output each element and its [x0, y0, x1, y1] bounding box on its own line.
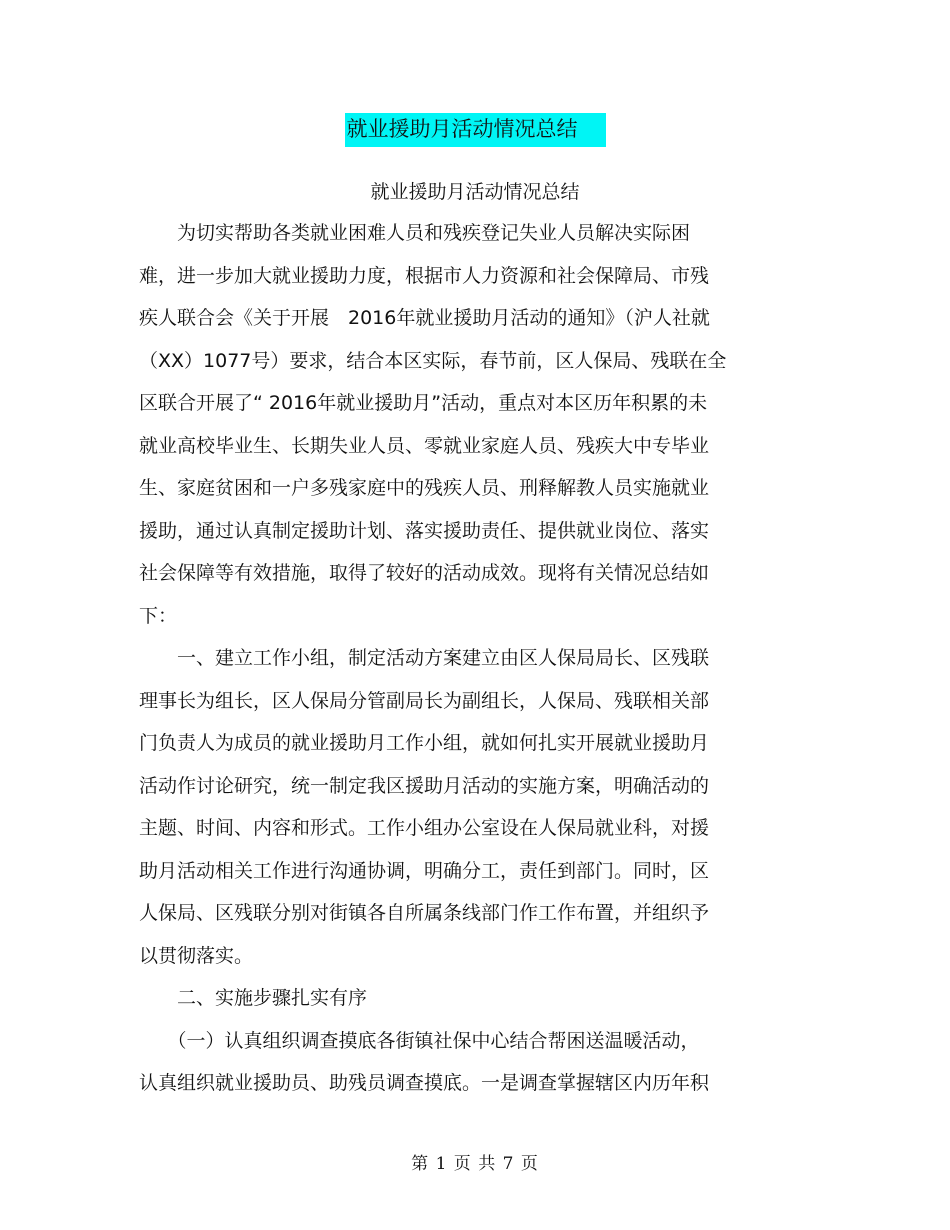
body-line: 主题、时间、内容和形式。工作小组办公室设在人保局就业科，对援 — [139, 817, 710, 839]
document-title-area — [0, 113, 950, 147]
body-line: 人保局、区残联分别对街镇各自所属条线部门作工作布置，并组织予 — [139, 902, 710, 924]
body-line: 生、家庭贫困和一户多残家庭中的残疾人员、刑释解教人员实施就业 — [139, 477, 710, 499]
body-line: （一）认真组织调查摸底各街镇社保中心结合帮困送温暖活动， — [139, 1029, 700, 1052]
body-line: 援助，通过认真制定援助计划、落实援助责任、提供就业岗位、落实 — [139, 519, 710, 542]
body-line: 以贯彻落实。 — [139, 944, 254, 967]
body-line: 区联合开展了“ 2016年就业援助月”活动，重点对本区历年积累的未 — [139, 392, 708, 414]
body-line: 疾人联合会《关于开展 2016年就业援助月活动的通知》（沪人社就 — [139, 307, 710, 329]
document-title: 就业援助月活动情况总结 — [345, 113, 606, 147]
body-line: 二、实施步骤扎实有序 — [139, 987, 368, 1009]
body-line: 难，进一步加大就业援助力度，根据市人力资源和社会保障局、市残 — [139, 264, 710, 287]
body-line: 社会保障等有效措施，取得了较好的活动成效。现将有关情况总结如 — [139, 562, 710, 584]
document-subtitle: 就业援助月活动情况总结 — [370, 181, 580, 203]
body-line: 为切实帮助各类就业困难人员和残疾登记失业人员解决实际困 — [139, 222, 691, 244]
page-footer: 第 1 页 共 7 页 — [411, 1154, 539, 1174]
document-body — [139, 219, 769, 1112]
body-line: 一、建立工作小组，制定活动方案建立由区人保局局长、区残联 — [139, 647, 710, 669]
body-line: 认真组织就业援助员、助残员调查摸底。一是调查掌握辖区内历年积 — [139, 1072, 710, 1094]
body-line: 理事长为组长，区人保局分管副局长为副组长，人保局、残联相关部 — [139, 689, 710, 712]
body-line: 下： — [139, 604, 178, 627]
body-line: 门负责人为成员的就业援助月工作小组，就如何扎实开展就业援助月 — [139, 732, 710, 754]
body-line: （XX）1077号）要求，结合本区实际，春节前，区人保局、残联在全 — [139, 349, 727, 372]
body-line: 助月活动相关工作进行沟通协调，明确分工，责任到部门。同时，区 — [139, 859, 710, 882]
body-line: 就业高校毕业生、长期失业人员、零就业家庭人员、残疾大中专毕业 — [139, 434, 710, 457]
body-line: 活动作讨论研究，统一制定我区援助月活动的实施方案，明确活动的 — [139, 774, 710, 797]
